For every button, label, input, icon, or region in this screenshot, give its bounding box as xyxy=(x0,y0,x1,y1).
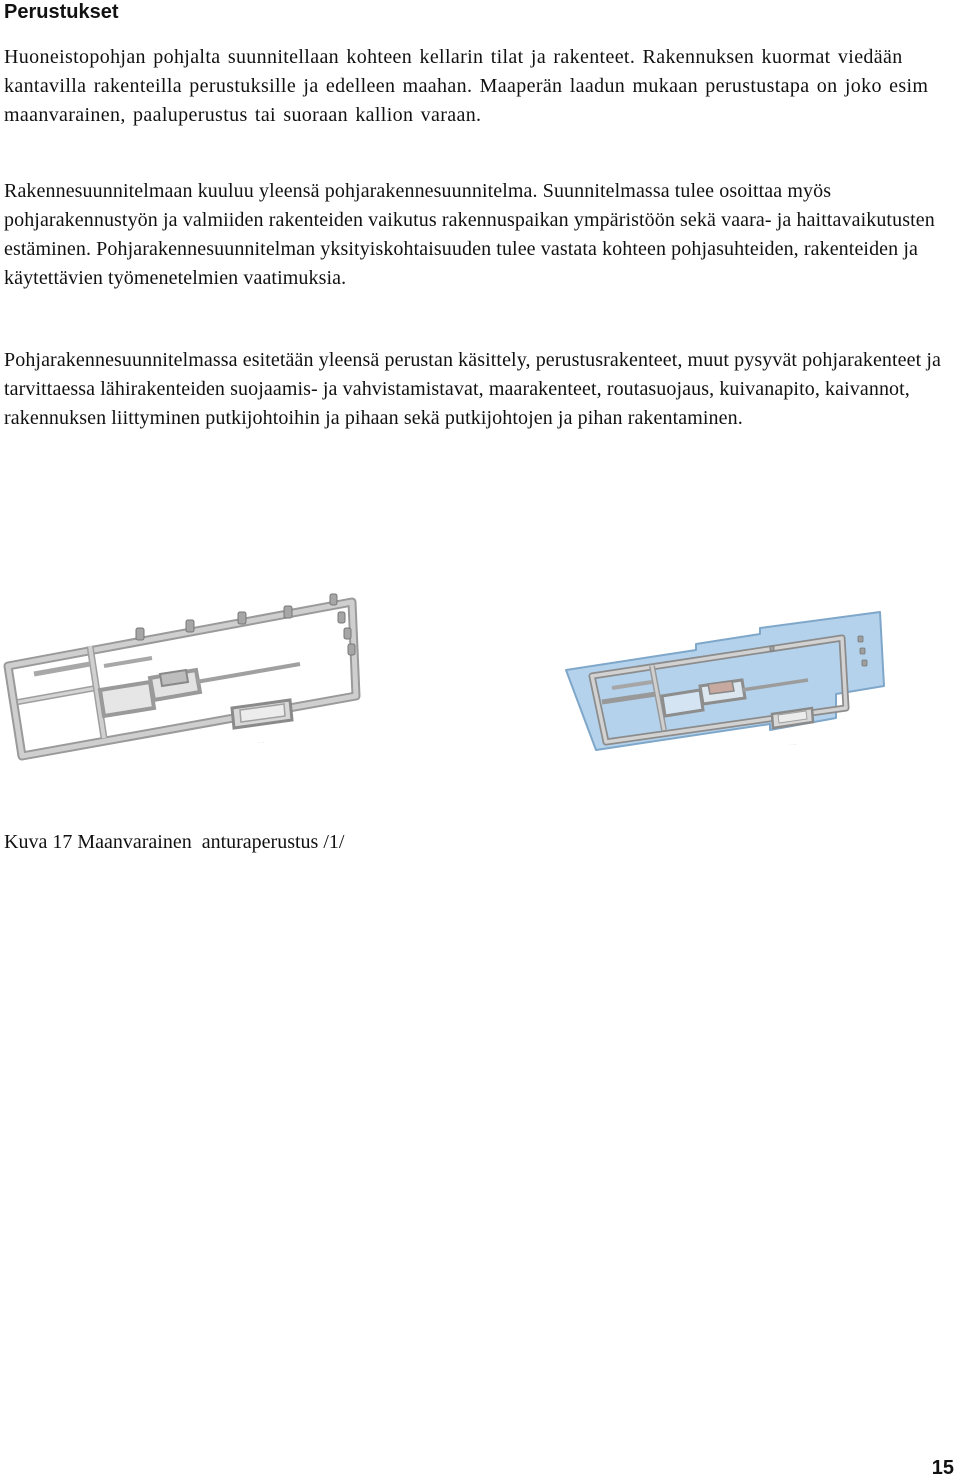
figure-foundation-models xyxy=(0,578,960,778)
section-heading: Perustukset xyxy=(4,1,119,23)
figure-caption: Kuva 17 Maanvarainen anturaperustus /1/ xyxy=(4,831,345,853)
foundation-slab-image xyxy=(566,612,884,750)
paragraph-structural-plan: Rakennesuunnitelmaan kuuluu yleensä pohjarakennesuunnitelma. Suunnitelmassa tulee osoittaa myös pohjarakennustyön ja valmiiden rakenteiden vaikutus rakennuspaikan ympäristöön sekä vaara- ja haittavaikutusten estäminen. Pohjarakennesuunnitelman yksityiskohtaisuuden tulee vastata kohteen pohjasuhteiden, rakenteiden ja käytettävien työmenetelmien vaatimuksia. xyxy=(4,180,935,289)
foundation-footings-image xyxy=(8,594,356,756)
page-number: 15 xyxy=(931,1457,954,1479)
svg-text:· · ·: · · · xyxy=(790,742,797,747)
paragraph-foundation-plan-contents: Pohjarakennesuunnitelmassa esitetään yleensä perustan käsittely, perustusrakenteet, muut pysyvät pohjarakenteet ja tarvittaessa lähirakenteiden suojaamis- ja vahvistamistavat, maarakenteet, routasuojaus, kuivanapito, kaivannot, rakennuksen liittyminen putkijohtoihin ja pihaan sekä putkijohtojen ja pihan rakentaminen. xyxy=(4,349,942,429)
svg-text:· · ·: · · · xyxy=(258,740,265,745)
paragraph-foundations-intro: Huoneistopohjan pohjalta suunnitellaan kohteen kellarin tilat ja rakenteet. Rakennuksen kuormat viedään kantavilla rakenteilla perustuksille ja edelleen maahan. Maaperän laadun mukaan perustustapa on joko esim maanvarainen, paaluperustus tai suoraan kallion varaan. xyxy=(4,46,929,126)
